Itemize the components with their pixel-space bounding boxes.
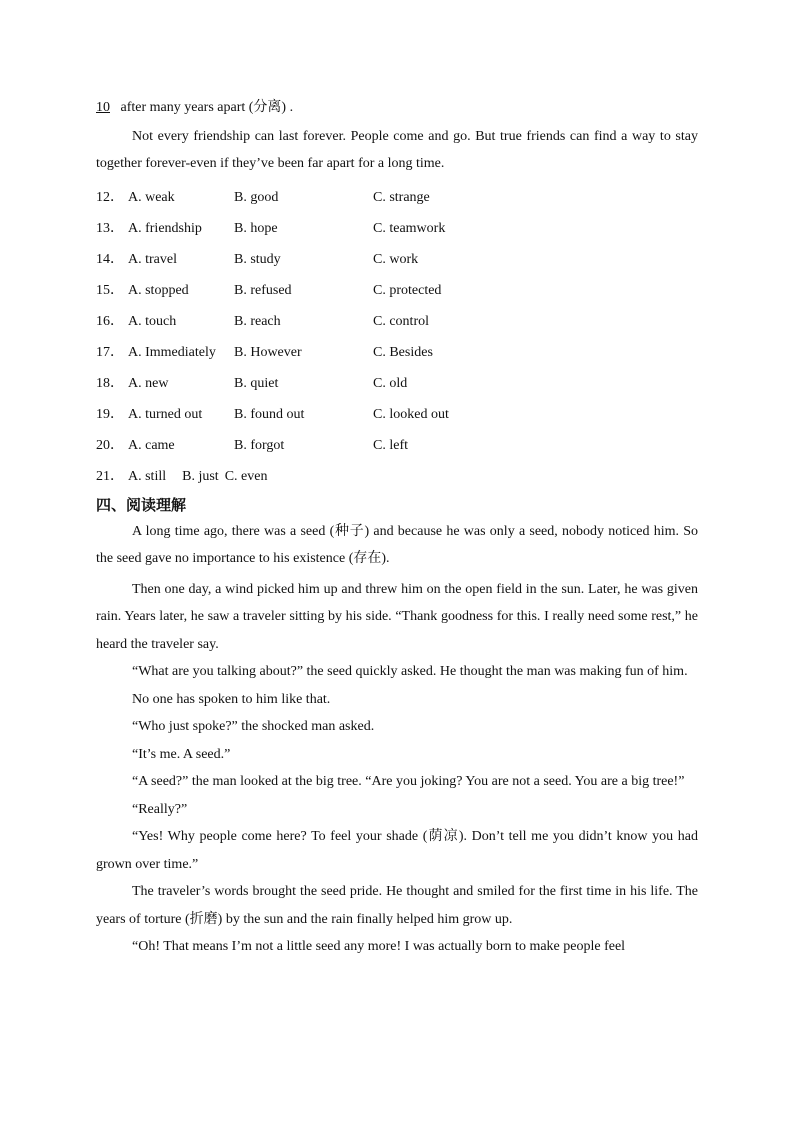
- question-number: 12．: [96, 189, 124, 205]
- option-b: B. hope: [234, 220, 278, 236]
- option-b: B. study: [234, 251, 281, 267]
- blank-number: 10: [96, 100, 110, 115]
- option-row-14: [96, 244, 698, 275]
- option-b: B. found out: [234, 406, 305, 422]
- option-c: C. work: [373, 251, 419, 267]
- story-paragraph: “What are you talking about?” the seed quickly asked. He thought the man was making fun of him.: [132, 664, 688, 679]
- option-a: A. weak: [128, 189, 175, 205]
- option-c: C. teamwork: [373, 220, 446, 236]
- question-number: 21．: [96, 468, 124, 484]
- option-c: C. looked out: [373, 406, 449, 422]
- option-row-12: [96, 182, 698, 213]
- option-b: B. quiet: [234, 375, 279, 391]
- option-a: A. Immediately: [128, 344, 216, 360]
- story-paragraph: “Who just spoke?” the shocked man asked.: [132, 719, 375, 734]
- story-paragraph: “Oh! That means I’m not a little seed any more! I was actually born to make people feel: [132, 939, 626, 954]
- question-number: 17．: [96, 344, 124, 360]
- question-number: 14．: [96, 251, 124, 267]
- cloze-line-tail: after many years apart (分离) .: [117, 100, 294, 115]
- cloze-closing-paragraph: Not every friendship can last forever. People come and go. But true friends can find a way to stay together forever-even if they’ve been far apart for a long time.: [96, 128, 698, 171]
- option-row-17: [96, 337, 698, 368]
- option-row-21: [96, 461, 698, 492]
- question-number: 20．: [96, 437, 124, 453]
- option-b: B. just: [182, 468, 219, 484]
- cloze-last-line: [96, 94, 698, 122]
- question-number: 19．: [96, 406, 124, 422]
- option-row-19: [96, 399, 698, 430]
- question-number: 13．: [96, 220, 124, 236]
- story-paragraph: The traveler’s words brought the seed pride. He thought and smiled for the first time in his life. The years of torture (折磨) by the sun and the rain finally helped him grow up.: [96, 884, 698, 927]
- question-number: 16．: [96, 313, 124, 329]
- option-c: C. even: [224, 468, 268, 484]
- option-b: B. refused: [234, 282, 292, 298]
- option-a: A. travel: [128, 251, 177, 267]
- story-paragraph: “Really?”: [132, 801, 188, 817]
- option-a: A. touch: [128, 313, 177, 329]
- option-row-18: [96, 368, 698, 399]
- option-c: C. protected: [373, 282, 442, 298]
- option-a: A. friendship: [128, 220, 202, 236]
- answer-options: [96, 182, 698, 492]
- option-b: B. However: [234, 344, 302, 360]
- option-b: B. good: [234, 189, 279, 205]
- option-row-16: [96, 306, 698, 337]
- option-c: C. strange: [373, 189, 430, 205]
- option-row-13: [96, 213, 698, 244]
- option-row-20: [96, 430, 698, 461]
- reading-passage: [96, 518, 698, 961]
- option-a: A. came: [128, 437, 175, 453]
- question-number: 18．: [96, 375, 124, 391]
- option-b: B. reach: [234, 313, 281, 329]
- story-paragraph: “A seed?” the man looked at the big tree. “Are you joking? You are not a seed. You are a big tree!”: [132, 774, 685, 789]
- option-a: A. stopped: [128, 282, 189, 298]
- option-c: C. old: [373, 375, 408, 391]
- option-b: B. forgot: [234, 437, 285, 453]
- option-row-15: [96, 275, 698, 306]
- story-paragraph: “Yes! Why people come here? To feel your shade (荫凉). Don’t tell me you didn’t know you had grown over time.”: [96, 829, 698, 872]
- document-page: [96, 94, 698, 961]
- question-number: 15．: [96, 282, 124, 298]
- story-paragraph: No one has spoken to him like that.: [132, 691, 331, 707]
- option-a: A. still: [128, 468, 167, 484]
- option-c: C. control: [373, 313, 429, 329]
- story-paragraph: Then one day, a wind picked him up and threw him on the open field in the sun. Later, he was given rain. Years later, he saw a traveler sitting by his side. “Thank goodness for this. I really need some rest,” he heard the traveler say.: [96, 581, 698, 652]
- section-title: 四、阅读理解: [96, 495, 187, 514]
- story-paragraph: “It’s me. A seed.”: [132, 746, 231, 762]
- option-a: A. new: [128, 375, 169, 391]
- option-a: A. turned out: [128, 406, 203, 422]
- option-c: C. Besides: [373, 344, 433, 360]
- option-c: C. left: [373, 437, 408, 453]
- story-paragraph: A long time ago, there was a seed (种子) and because he was only a seed, nobody noticed him. So the seed gave no importance to his existence (存在).: [96, 523, 698, 566]
